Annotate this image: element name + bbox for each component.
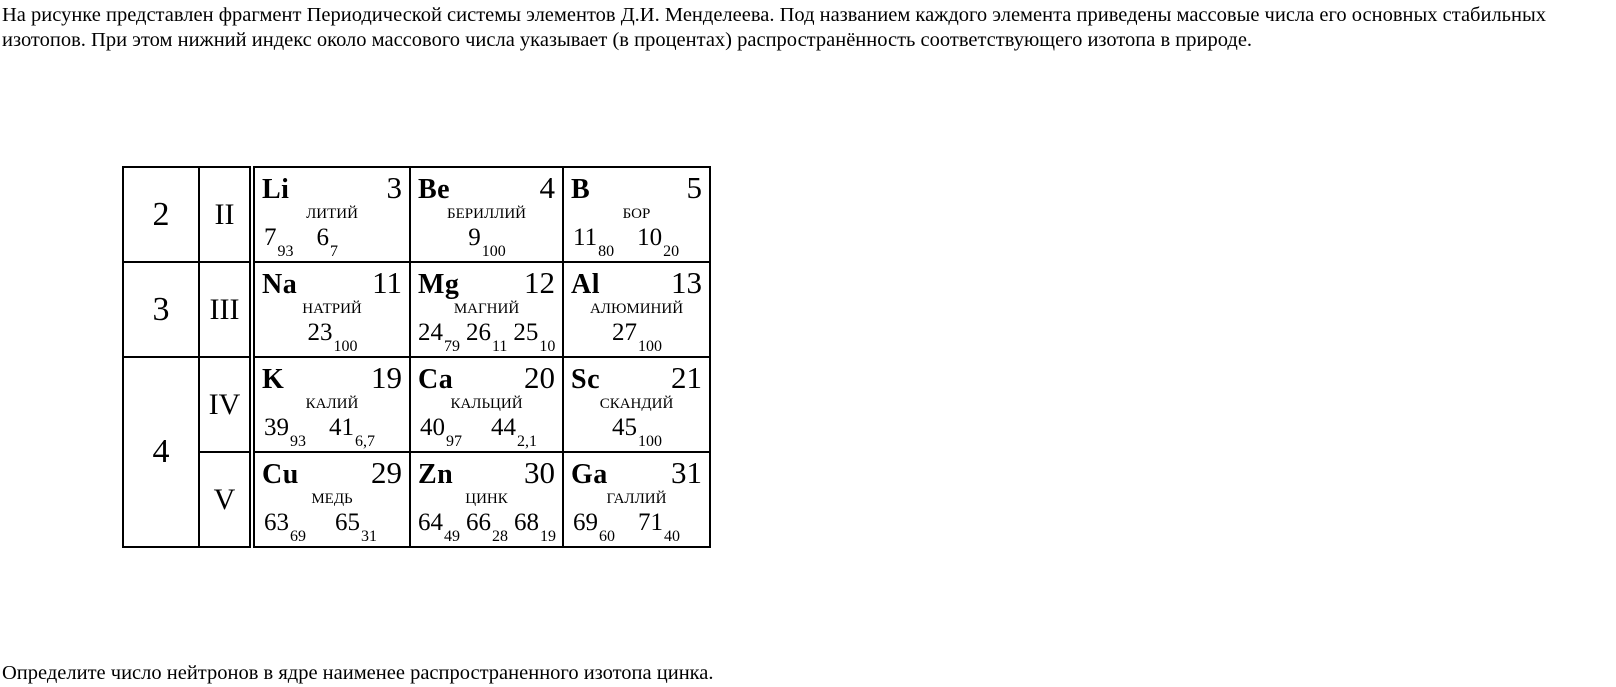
element-name: ЛИТИЙ xyxy=(306,205,358,222)
element-cell-li xyxy=(252,167,410,262)
period-cell-3: 3 xyxy=(123,262,199,357)
row-label-iii: III xyxy=(199,262,252,357)
periodic-table-fragment xyxy=(122,166,711,548)
element-atomic-number: 12 xyxy=(524,265,555,300)
isotope-abundance: 80 xyxy=(598,242,615,260)
element-symbol: Cu xyxy=(262,459,299,490)
isotope xyxy=(468,223,506,260)
intro-text: На рисунке представлен фрагмент Периодической системы элементов Д.И. Менделеева. Под названием каждого элемента приведены массовые числа его основных стабильных изотопов. При этом нижний индекс около массового числа указывает (в процентах) распространённость соответствующего изотопа в природе. xyxy=(2,4,1547,51)
isotope xyxy=(418,508,460,545)
element-cell-na xyxy=(252,262,410,357)
element-isotopes xyxy=(571,223,702,260)
element-name: НАТРИЙ xyxy=(302,300,362,317)
isotope xyxy=(637,223,680,260)
element-name: ГАЛЛИЙ xyxy=(606,490,667,507)
isotope-mass: 64 xyxy=(418,508,443,536)
element-atomic-number: 21 xyxy=(671,360,702,395)
isotope-mass: 44 xyxy=(491,413,516,441)
isotope-abundance: 93 xyxy=(290,432,306,450)
element-atomic-number: 5 xyxy=(686,170,702,205)
row-label-ii: II xyxy=(199,167,252,262)
isotope xyxy=(307,318,358,355)
table-row xyxy=(123,167,710,262)
isotope-mass: 65 xyxy=(335,508,360,536)
isotope-abundance: 97 xyxy=(446,432,462,450)
isotope-mass: 6 xyxy=(316,223,329,251)
element-name: ЦИНК xyxy=(465,490,508,507)
isotope-abundance: 79 xyxy=(444,337,460,355)
element-cell-cu xyxy=(252,452,410,547)
element-symbol: K xyxy=(262,364,285,395)
isotope-mass: 39 xyxy=(264,413,289,441)
isotope-mass: 63 xyxy=(264,508,289,536)
isotope-mass: 26 xyxy=(466,318,491,346)
isotope-mass: 23 xyxy=(307,318,333,346)
element-symbol: Ca xyxy=(418,364,454,395)
isotope-mass: 10 xyxy=(637,223,663,251)
element-isotopes xyxy=(262,223,402,260)
isotope-mass: 41 xyxy=(329,413,354,441)
element-cell-b xyxy=(563,167,710,262)
isotope-mass: 68 xyxy=(514,508,539,536)
table-row xyxy=(123,262,710,357)
isotope-mass: 9 xyxy=(468,223,481,251)
element-symbol: Li xyxy=(262,174,290,205)
element-cell-ga xyxy=(563,452,710,547)
isotope-abundance: 20 xyxy=(663,242,680,260)
isotope-abundance: 100 xyxy=(481,242,506,260)
element-symbol: Be xyxy=(418,174,451,205)
element-symbol: Ga xyxy=(571,459,608,490)
element-isotopes xyxy=(418,223,555,260)
isotope xyxy=(264,223,294,260)
isotope-abundance: 11 xyxy=(492,337,508,355)
element-cell-sc xyxy=(563,357,710,452)
isotope xyxy=(514,508,556,545)
isotope-abundance: 100 xyxy=(333,337,358,355)
isotope-abundance: 2,1 xyxy=(517,432,537,450)
isotope-abundance: 100 xyxy=(638,337,662,355)
element-cell-al xyxy=(563,262,710,357)
element-cell-zn xyxy=(410,452,563,547)
element-symbol: Zn xyxy=(418,459,454,490)
element-cell-k xyxy=(252,357,410,452)
isotope-mass: 25 xyxy=(513,318,539,346)
isotope-mass: 45 xyxy=(612,413,637,441)
isotope xyxy=(513,318,556,355)
isotope xyxy=(316,223,338,260)
isotope-abundance: 19 xyxy=(540,527,556,545)
isotope-mass: 69 xyxy=(573,508,598,536)
element-isotopes xyxy=(262,413,402,450)
isotope xyxy=(573,508,615,545)
isotope-mass: 40 xyxy=(420,413,445,441)
element-atomic-number: 4 xyxy=(539,170,555,205)
isotope xyxy=(491,413,537,450)
isotope-abundance: 60 xyxy=(599,527,615,545)
element-name: АЛЮМИНИЙ xyxy=(589,300,684,317)
isotope-mass: 11 xyxy=(573,223,598,251)
table-row xyxy=(123,357,710,452)
isotope xyxy=(264,508,306,545)
element-name: БЕРИЛЛИЙ xyxy=(447,205,526,222)
element-isotopes xyxy=(262,508,402,545)
isotope xyxy=(420,413,462,450)
isotope xyxy=(418,318,460,355)
element-atomic-number: 11 xyxy=(372,265,402,300)
isotope xyxy=(573,223,615,260)
element-name: КАЛИЙ xyxy=(305,395,359,412)
row-label-iv: IV xyxy=(199,357,252,452)
element-cell-mg xyxy=(410,262,563,357)
element-atomic-number: 31 xyxy=(671,455,702,490)
isotope-mass: 7 xyxy=(264,223,277,251)
isotope xyxy=(335,508,377,545)
table-row xyxy=(123,452,710,547)
element-isotopes xyxy=(571,413,702,450)
element-isotopes xyxy=(418,318,556,355)
isotope xyxy=(638,508,680,545)
row-label-v: V xyxy=(199,452,252,547)
isotope-abundance: 100 xyxy=(638,432,662,450)
element-atomic-number: 29 xyxy=(371,455,402,490)
element-symbol: Na xyxy=(262,269,298,300)
isotope-abundance: 31 xyxy=(361,527,377,545)
isotope-abundance: 93 xyxy=(277,242,294,260)
period-cell-2: 2 xyxy=(123,167,199,262)
element-cell-ca xyxy=(410,357,563,452)
isotope xyxy=(612,318,662,355)
element-isotopes xyxy=(418,413,555,450)
isotope xyxy=(466,508,508,545)
isotope-abundance: 7 xyxy=(330,242,338,260)
isotope-abundance: 40 xyxy=(664,527,680,545)
element-atomic-number: 19 xyxy=(371,360,402,395)
element-cell-be xyxy=(410,167,563,262)
element-atomic-number: 3 xyxy=(386,170,402,205)
isotope xyxy=(264,413,306,450)
isotope xyxy=(466,318,508,355)
element-atomic-number: 13 xyxy=(671,265,702,300)
isotope-abundance: 69 xyxy=(290,527,306,545)
element-atomic-number: 30 xyxy=(524,455,555,490)
element-name: БОР xyxy=(622,205,651,222)
isotope-mass: 71 xyxy=(638,508,663,536)
period-cell-4: 4 xyxy=(123,357,199,547)
question-text: Определите число нейтронов в ядре наименее распространенного изотопа цинка. xyxy=(2,662,714,684)
element-symbol: B xyxy=(571,174,591,205)
element-isotopes xyxy=(262,318,402,355)
element-isotopes xyxy=(571,508,702,545)
isotope-abundance: 28 xyxy=(492,527,508,545)
isotope-abundance: 6,7 xyxy=(355,432,375,450)
element-isotopes xyxy=(418,508,556,545)
isotope-mass: 27 xyxy=(612,318,637,346)
element-symbol: Mg xyxy=(418,269,460,300)
isotope xyxy=(329,413,375,450)
element-name: МЕДЬ xyxy=(311,490,353,507)
element-name: КАЛЬЦИЙ xyxy=(450,395,523,412)
isotope-abundance: 49 xyxy=(444,527,460,545)
element-name: СКАНДИЙ xyxy=(599,395,674,412)
isotope-abundance: 10 xyxy=(539,337,556,355)
isotope-mass: 66 xyxy=(466,508,491,536)
element-isotopes xyxy=(571,318,702,355)
isotope-mass: 24 xyxy=(418,318,443,346)
element-symbol: Sc xyxy=(571,364,600,395)
isotope xyxy=(612,413,662,450)
element-name: МАГНИЙ xyxy=(453,300,520,317)
element-symbol: Al xyxy=(571,269,600,300)
element-atomic-number: 20 xyxy=(524,360,555,395)
